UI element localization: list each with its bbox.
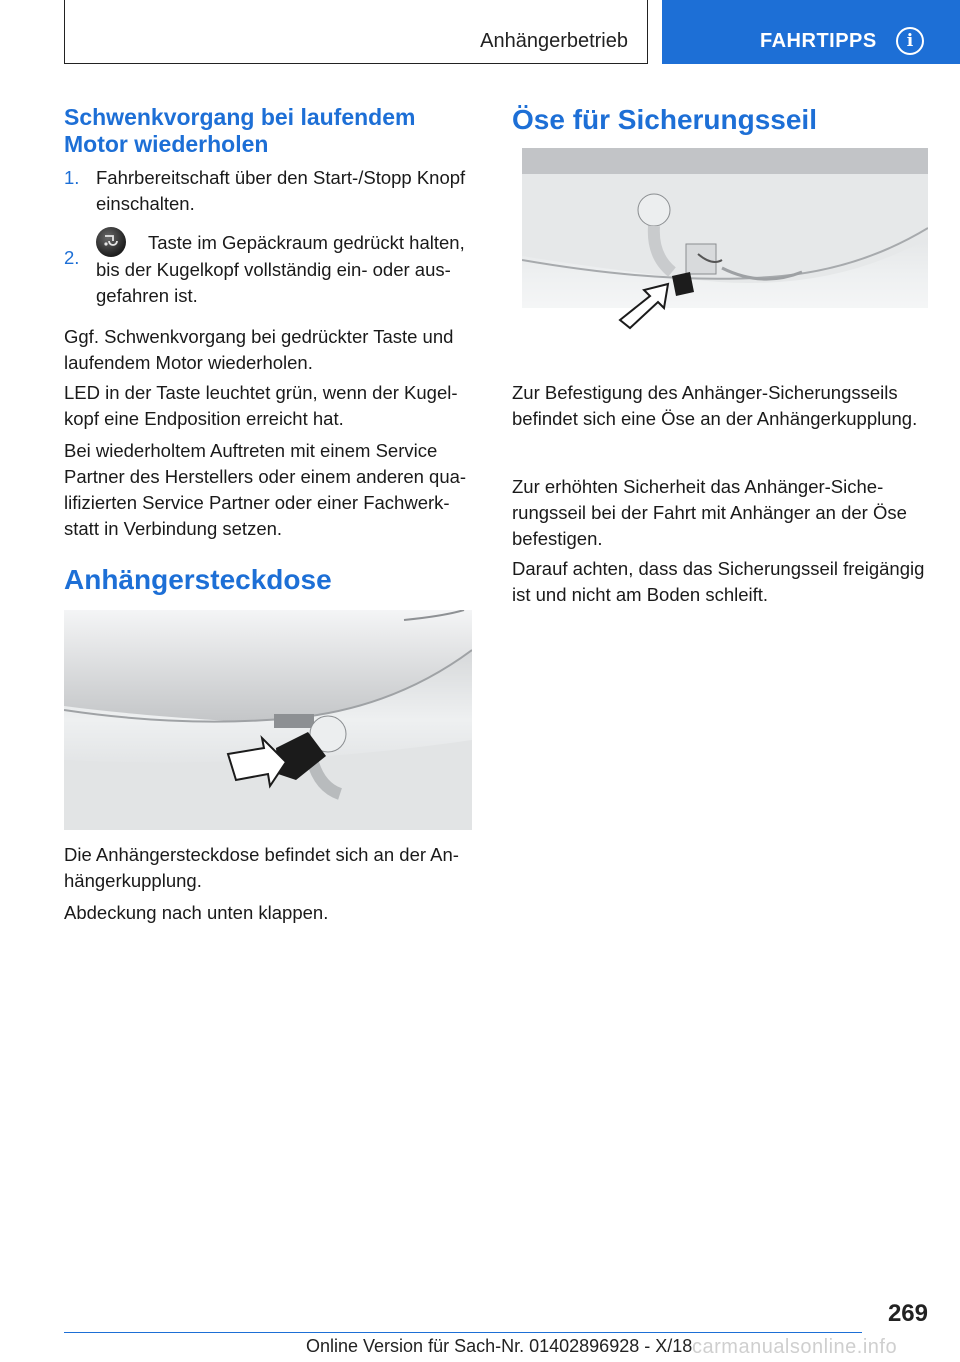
step-number: 2. bbox=[64, 247, 80, 268]
info-icon[interactable]: i bbox=[896, 27, 924, 55]
paragraph: Abdeckung nach unten klappen. bbox=[64, 902, 329, 923]
safety-eyelet-illustration bbox=[522, 148, 928, 360]
step-content bbox=[96, 227, 480, 309]
step-number: 1. bbox=[64, 167, 80, 188]
watermark: carmanualsonline.info bbox=[692, 1336, 898, 1358]
paragraph: Ggf. Schwenkvorgang bei gedrückter Taste und laufendem Motor wiederholen. bbox=[64, 326, 454, 373]
footer-divider bbox=[64, 1332, 862, 1333]
paragraph: Darauf achten, dass das Sicherungsseil freigängig ist und nicht am Boden schleift. bbox=[512, 558, 925, 605]
heading-safety-eyelet: Öse für Sicherungsseil bbox=[512, 104, 817, 135]
page-number: 269 bbox=[887, 1300, 928, 1327]
section-title: Anhängerbetrieb bbox=[480, 30, 628, 52]
chapter-title[interactable]: FAHRTIPPS bbox=[760, 30, 877, 52]
trailer-socket-illustration bbox=[64, 610, 472, 830]
heading-swivel-repeat: Schwenkvorgang bei laufendem Motor wiederholen bbox=[64, 104, 416, 157]
paragraph: Zur erhöhten Sicherheit das Anhänger-Sicherungsseil bei der Fahrt mit Anhänger an der Öse befestigen. bbox=[512, 476, 907, 549]
heading-trailer-socket: Anhängersteckdose bbox=[64, 564, 332, 595]
step-text: Taste im Gepäckraum gedrückt halten, bis der Kugelkopf vollständig ein- oder ausgefahren ist. bbox=[96, 232, 465, 306]
trailer-hitch-button-icon bbox=[96, 227, 126, 257]
online-version-text: Online Version für Sach-Nr. 01402896928 - X/18 bbox=[306, 1336, 693, 1356]
step-text: Fahrbereitschaft über den Start-/Stopp Knopf einschalten. bbox=[96, 167, 466, 214]
paragraph: LED in der Taste leuchtet grün, wenn der Kugelkopf eine Endposition erreicht hat. bbox=[64, 382, 458, 429]
paragraph: Die Anhängersteckdose befindet sich an der Anhängerkupplung. bbox=[64, 844, 459, 891]
paragraph: Zur Befestigung des Anhänger-Sicherungsseils befindet sich eine Öse an der Anhängerkupplung. bbox=[512, 382, 918, 429]
paragraph: Bei wiederholtem Auftreten mit einem Service Partner des Herstellers oder einem anderen qualifizierten Service Partner oder einer Fachwerkstatt in Verbindung setzen. bbox=[64, 440, 467, 539]
